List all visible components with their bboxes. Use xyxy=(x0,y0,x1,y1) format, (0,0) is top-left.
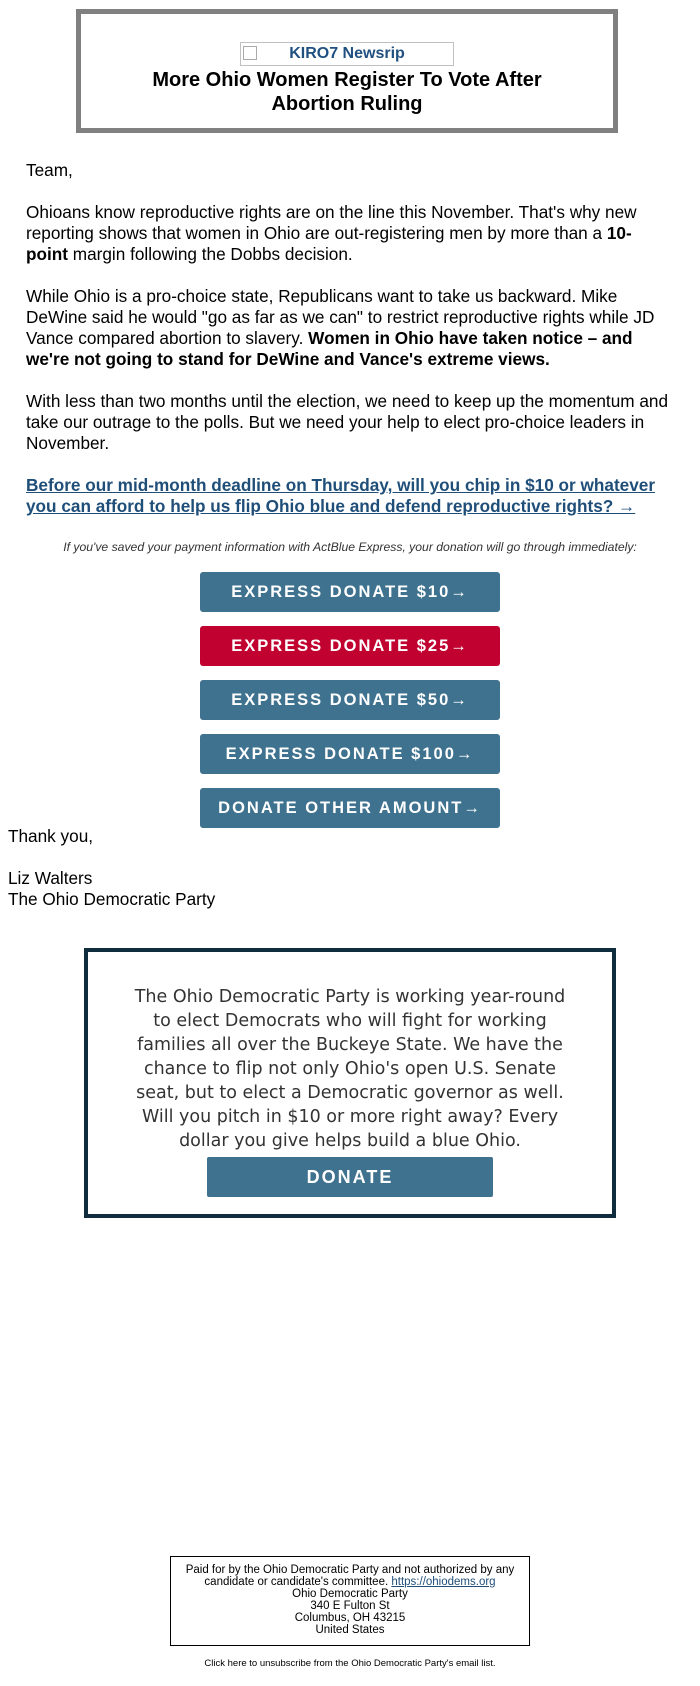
headline-line1: More Ohio Women Register To Vote After xyxy=(152,69,542,91)
express-donate-50-button[interactable]: EXPRESS DONATE $50→ xyxy=(200,680,500,720)
promo-donate-button[interactable]: DONATE xyxy=(207,1157,493,1197)
paragraph-1: Ohioans know reproductive rights are on the line this November. That's why new reporting shows that women in Ohio are out-registering men by more than a 10-point margin following the Dobbs decision. xyxy=(26,202,637,264)
news-image-alt: KIRO7 Newsrip xyxy=(289,45,405,62)
promo-text: The Ohio Democratic Party is working year-round to elect Democrats who will fight for working families all over the Buckeye State. We have the chance to flip not only Ohio's open U.S. Senate seat, but to elect a Democratic governor as well. Will you pitch in $10 or more right away? Every dollar you give helps build a blue Ohio. xyxy=(134,987,566,1151)
headline xyxy=(81,68,613,116)
paragraph-2: While Ohio is a pro-choice state, Republicans want to take us backward. Mike DeWine said he would "go as far as we can" to restrict reproductive rights while JD Vance compared abortion to slavery. Women in Ohio have taken notice – and we're not going to stand for DeWine and Vance's extreme views. xyxy=(26,286,655,369)
disclaimer-box xyxy=(170,1556,530,1646)
signer-name: Liz Walters xyxy=(8,868,93,888)
ohiodems-link[interactable]: https://ohiodems.org xyxy=(391,1576,496,1588)
news-image[interactable] xyxy=(240,42,454,66)
cta-paragraph xyxy=(26,475,672,517)
express-note: If you've saved your payment information with ActBlue Express, your donation will go through immediately: xyxy=(63,540,637,554)
signer-org: The Ohio Democratic Party xyxy=(8,889,216,909)
paragraph-3: With less than two months until the election, we need to keep up the momentum and take our outrage to the polls. But we need your help to elect pro-choice leaders in November. xyxy=(26,391,669,453)
donate-other-amount-button[interactable]: DONATE OTHER AMOUNT→ xyxy=(200,788,500,828)
signoff xyxy=(8,826,215,910)
greeting: Team, xyxy=(26,160,73,180)
express-donate-10-button[interactable]: EXPRESS DONATE $10→ xyxy=(200,572,500,612)
footer-country: United States xyxy=(315,1624,385,1636)
unsubscribe-link[interactable]: Click here to unsubscribe from the Ohio Democratic Party's email list. xyxy=(204,1658,496,1669)
express-donate-25-button[interactable]: EXPRESS DONATE $25→ xyxy=(200,626,500,666)
header-box xyxy=(76,9,618,133)
footer-city: Columbus, OH 43215 xyxy=(294,1612,406,1624)
footer-street: 340 E Fulton St xyxy=(310,1600,390,1612)
express-donate-100-button[interactable]: EXPRESS DONATE $100→ xyxy=(200,734,500,774)
broken-image-icon xyxy=(243,46,257,60)
footer-org: Ohio Democratic Party xyxy=(292,1588,408,1600)
cta-donate-link[interactable]: Before our mid-month deadline on Thursday, will you chip in $10 or whatever you can afford to help us flip Ohio blue and defend reproductive rights? → xyxy=(26,475,656,516)
email-body xyxy=(26,160,672,517)
thanks: Thank you, xyxy=(8,826,94,846)
paid-for-text: Paid for by the Ohio Democratic Party and not authorized by any candidate or candidate's committee. https://ohiodems.org xyxy=(185,1564,515,1588)
headline-line2: Abortion Ruling xyxy=(271,93,423,115)
promo-box xyxy=(84,948,616,1218)
